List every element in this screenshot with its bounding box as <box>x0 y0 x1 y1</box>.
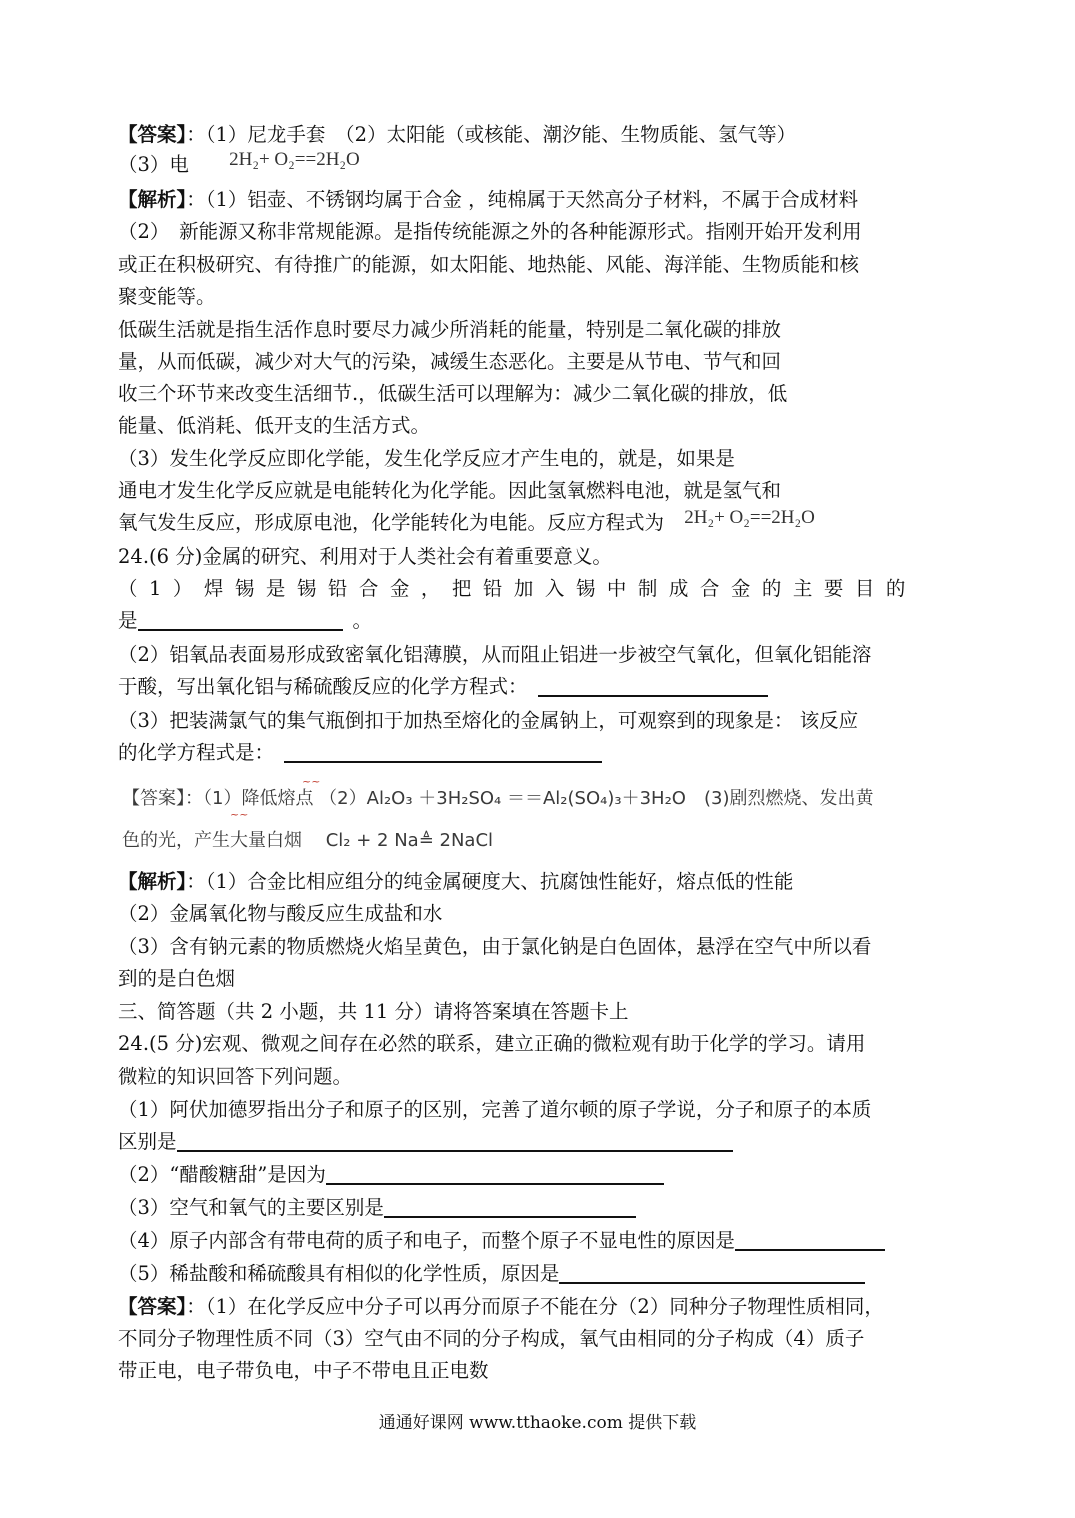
answer-blank[interactable] <box>384 1196 636 1218</box>
question-line <box>118 1226 885 1256</box>
equation-image: 2H₂+ O₂==2H₂O <box>684 507 815 528</box>
analysis-text: 能量、低消耗、低开支的生活方式。 <box>118 414 431 437</box>
handwritten-mark: ~~ <box>302 775 321 788</box>
question-text: （2）铝氧品表面易形成致密氧化铝薄膜，从而阻止铝进一步被空气氧化，但氧化铝能溶 <box>118 643 872 666</box>
analysis-text: （2） 新能源又称非常规能源。是指传统能源之外的各种能源形式。指刚开始开发利用 <box>118 220 862 243</box>
analysis-text: 到的是白色烟 <box>118 967 236 990</box>
question-line <box>118 672 768 702</box>
question-title: 24.(5 分)宏观、微观之间存在必然的联系，建立正确的微粒观有助于化学的学习。请用 <box>118 1032 866 1055</box>
section-heading: 三、简答题（共 2 小题，共 11 分）请将答案填在答题卡上 <box>118 1000 629 1023</box>
answer-line <box>118 1292 884 1322</box>
question-text: 区别是 <box>118 1130 177 1153</box>
question-text: （4）原子内部含有带电荷的质子和电子，而整个原子不显电性的原因是 <box>118 1229 735 1252</box>
analysis-text: 通电才发生化学反应就是电能转化为化学能。因此氢氧燃料电池，就是氢气和 <box>118 479 782 502</box>
analysis-text: ：（1）合金比相应组分的纯金属硬度大、抗腐蚀性能好，熔点低的性能 <box>186 870 794 893</box>
question-text: 是 <box>118 609 138 632</box>
question-line <box>118 1259 865 1289</box>
answer-blank[interactable] <box>284 741 602 763</box>
analysis-line <box>118 867 793 897</box>
question-text: 微粒的知识回答下列问题。 <box>118 1065 353 1088</box>
analysis-text: 低碳生活就是指生活作息时要尽力减少所消耗的能量，特别是二氧化碳的排放 <box>118 318 782 341</box>
analysis-text: ：（1）铝壶、不锈钢均属于合金 ，纯棉属于天然高分子材料，不属于合成材料 <box>186 188 859 211</box>
page-footer: 通通好课网 www.tthaoke.com 提供下载 <box>378 1413 697 1433</box>
answer-tag: 【答案】 <box>118 123 187 146</box>
answer-text: ：（1）尼龙手套 （2）太阳能（或核能、潮汐能、生物质能、氢气等） <box>186 123 797 146</box>
answer-text: （3）电 <box>118 153 189 176</box>
analysis-text: 或正在积极研究、有待推广的能源，如太阳能、地热能、风能、海洋能、生物质能和核 <box>118 253 860 276</box>
analysis-text: （2）金属氧化物与酸反应生成盐和水 <box>118 902 443 925</box>
analysis-text: 量，从而低碳，减少对大气的污染，减缓生态恶化。主要是从节电、节气和回 <box>118 350 782 373</box>
question-text: （3）把装满氯气的集气瓶倒扣于加热至熔化的金属钠上，可观察到的现象是： 该反应 <box>118 709 859 732</box>
answer-text: 带正电，电子带负电，中子不带电且正电数 <box>118 1359 489 1382</box>
question-text: （5）稀盐酸和稀硫酸具有相似的化学性质，原因是 <box>118 1262 560 1285</box>
question-text: 的化学方程式是： <box>118 741 275 764</box>
answer-blank[interactable] <box>735 1229 885 1251</box>
answer-text: ：（1）在化学反应中分子可以再分而原子不能在分（2）同种分子物理性质相同， <box>186 1295 884 1318</box>
answer-image-line: 色的光，产生大量白烟 Cl₂ + 2 Na≜ 2NaCl <box>122 830 494 851</box>
question-line <box>118 1160 664 1190</box>
answer-line <box>118 150 360 181</box>
equation-image: 2H₂+ O₂==2H₂O <box>229 149 360 170</box>
question-text: （1）焊锡是锡铅合金，把铅加入锡中制成合金的主要目的 <box>118 577 917 600</box>
question-line <box>118 1193 636 1223</box>
question-text: 。 <box>352 609 373 632</box>
answer-blank[interactable] <box>138 609 343 631</box>
question-line <box>118 738 602 768</box>
question-line <box>118 1127 733 1157</box>
question-text: 于酸，写出氧化铝与稀硫酸反应的化学方程式： <box>118 675 528 698</box>
answer-blank[interactable] <box>559 1262 865 1284</box>
question-line <box>118 606 372 636</box>
answer-blank[interactable] <box>177 1130 733 1152</box>
answer-line <box>118 120 796 150</box>
analysis-line <box>118 508 815 539</box>
analysis-tag: 【解析】 <box>118 188 187 211</box>
question-text: （2）“醋酸糖甜”是因为 <box>118 1163 326 1186</box>
analysis-text: 收三个环节来改变生活细节.，低碳生活可以理解为：减少二氧化碳的排放，低 <box>118 382 788 405</box>
analysis-text: 氧气发生反应，形成原电池，化学能转化为电能。反应方程式为 <box>118 511 665 534</box>
answer-tag: 【答案】 <box>118 1295 187 1318</box>
analysis-text: （3）发生化学反应即化学能，发生化学反应才产生电的，就是，如果是 <box>118 447 735 470</box>
analysis-tag: 【解析】 <box>118 870 187 893</box>
question-title: 24.(6 分)金属的研究、利用对于人类社会有着重要意义。 <box>118 545 612 568</box>
answer-blank[interactable] <box>538 675 768 697</box>
answer-image-line: 【答案】：（1）降低熔点 （2）Al₂O₃ ＋3H₂SO₄ ＝＝Al₂(SO₄)₃＋3H₂O (3)剧烈燃烧、发出黄 <box>122 788 874 809</box>
answer-text: 不同分子物理性质不同（3）空气由不同的分子构成，氧气由相同的分子构成（4）质子 <box>118 1327 865 1350</box>
question-text: （3）空气和氧气的主要区别是 <box>118 1196 384 1219</box>
analysis-line <box>118 185 858 215</box>
analysis-text: 聚变能等。 <box>118 285 216 308</box>
question-text: （1）阿伏加德罗指出分子和原子的区别，完善了道尔顿的原子学说，分子和原子的本质 <box>118 1098 872 1121</box>
handwritten-mark: ~~ <box>230 808 249 821</box>
analysis-text: （3）含有钠元素的物质燃烧火焰呈黄色，由于氯化钠是白色固体，悬浮在空气中所以看 <box>118 935 872 958</box>
answer-blank[interactable] <box>326 1163 664 1185</box>
